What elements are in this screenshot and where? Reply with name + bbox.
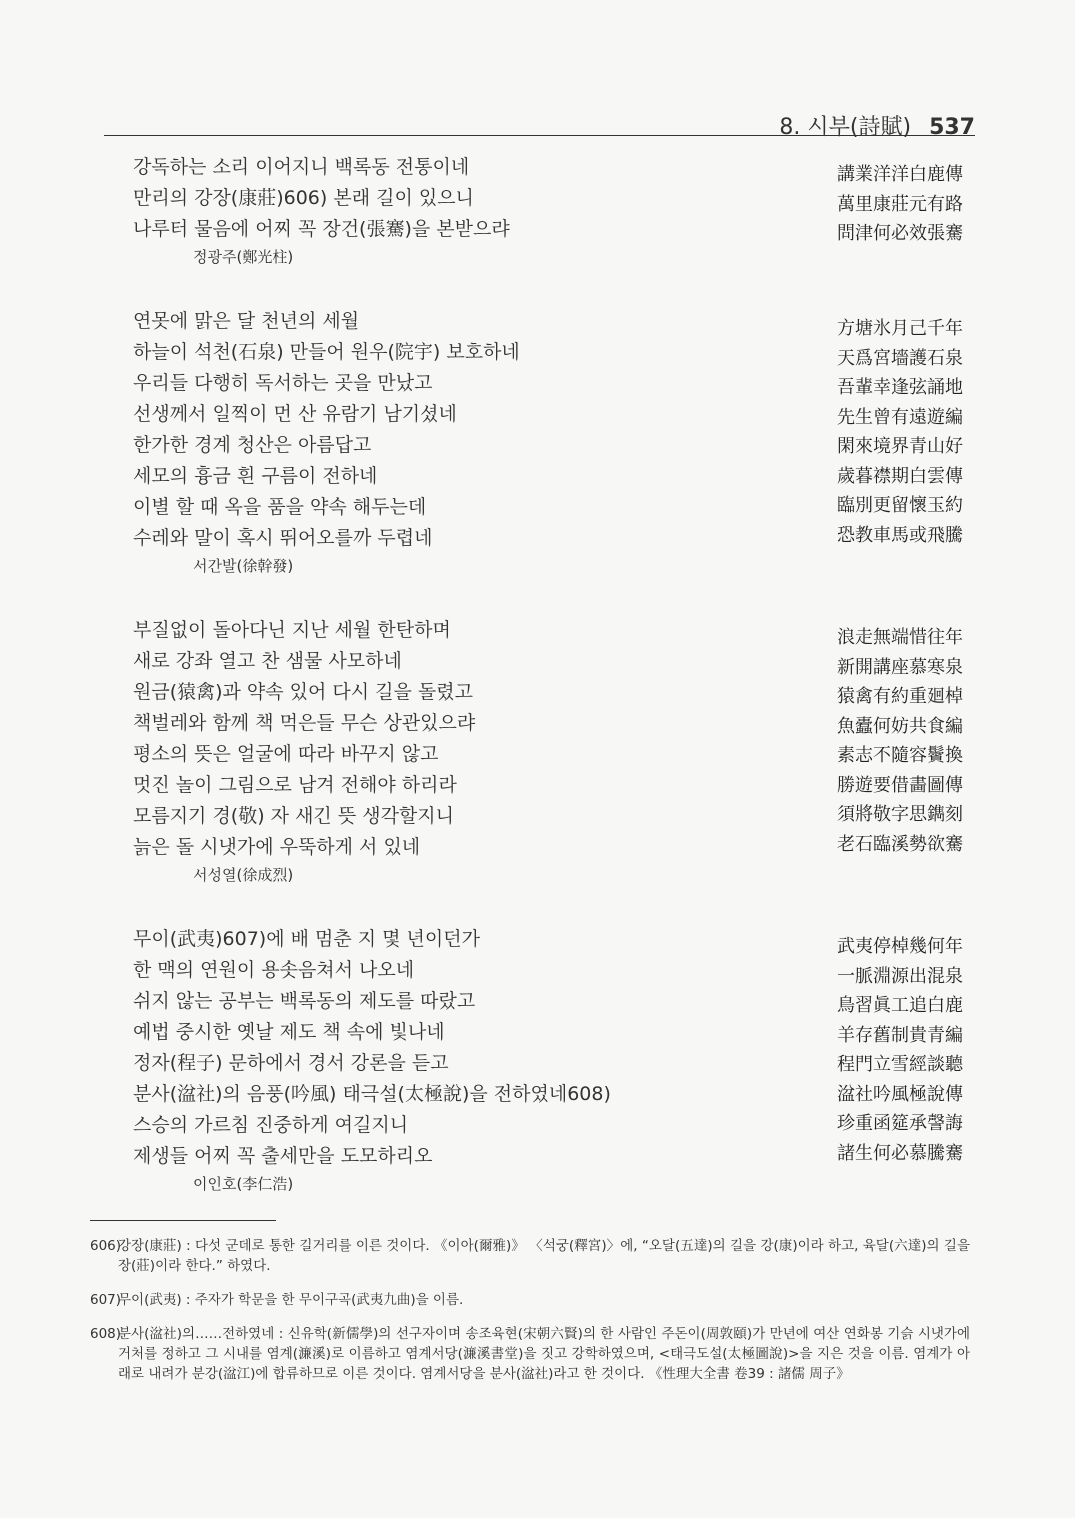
korean-line: 한 맥의 연원이 용솟음쳐서 나오네 (133, 959, 415, 981)
footnote (90, 1236, 970, 1276)
hanja-line: 閑來境界青山好 (837, 436, 963, 457)
hanja-line: 問津何必效張騫 (837, 223, 963, 244)
korean-line: 멋진 놀이 그림으로 남겨 전해야 하리라 (133, 774, 457, 796)
korean-line: 한가한 경계 청산은 아름답고 (133, 434, 372, 456)
hanja-line: 諸生何必慕騰騫 (837, 1142, 963, 1164)
korean-line: 정자(程子) 문하에서 경서 강론을 듣고 (133, 1052, 449, 1074)
korean-line: 선생께서 일찍이 먼 산 유람기 남기셨네 (133, 403, 457, 425)
hanja-line: 浪走無端惜往年 (837, 627, 963, 648)
page-number: 537 (929, 115, 975, 140)
hanja-original (813, 152, 963, 269)
korean-line: 늙은 돌 시냇가에 우뚝하게 서 있네 (133, 836, 421, 858)
korean-line: 평소의 뜻은 얼굴에 따라 바꾸지 않고 (133, 743, 439, 765)
hanja-line: 鳥習眞工追白鹿 (837, 995, 963, 1016)
poem (133, 924, 963, 1196)
hanja-line: 武夷停棹幾何年 (837, 936, 963, 957)
hanja-line: 方塘氷月己千年 (837, 318, 963, 339)
korean-line: 스승의 가르침 진중하게 여길지니 (133, 1114, 409, 1136)
footnote-number: 606) (90, 1238, 122, 1254)
hanja-line: 吾輩幸逢弦誦地 (837, 377, 963, 398)
hanja-line: 一脈淵源出混泉 (837, 965, 963, 987)
poem (133, 152, 963, 269)
korean-line: 수레와 말이 혹시 뛰어오를까 두렵네 (133, 527, 433, 549)
footnote-number: 608) (90, 1326, 122, 1342)
korean-line: 나루터 물음에 어찌 꼭 장건(張騫)을 본받으랴 (133, 218, 510, 240)
footnote (90, 1290, 970, 1310)
running-header (779, 110, 975, 141)
hanja-line: 先生曾有遠遊編 (837, 406, 963, 428)
hanja-line: 歲暮襟期白雲傳 (837, 465, 963, 487)
section-title: 8. 시부(詩賦) (779, 115, 912, 140)
korean-line: 강독하는 소리 이어지니 백록동 전통이네 (133, 156, 470, 178)
footnote-text: 분사(湓社)의……전하였네 : 신유학(新儒學)의 선구자이며 송조육현(宋朝六賢)의 한 사람인 주돈이(周敦頤)가 만년에 여산 연화봉 기슭 시냇가에 거처를 정하고 그 시내를 염계(濂溪)로 이름하고 염계서당(濂溪書堂)을 짓고 강학하였으며, <태극도설(太極圖說)>을 지은 것을 이름. 염계가 아래로 내려가 분강(湓江)에 합류하므로 이른 것이다. 염계서당을 분사(湓社)라고 한 것이다. 《性理大全書 卷39 : 諸儒 周子》 (118, 1326, 970, 1382)
hanja-original (813, 924, 963, 1196)
hanja-line: 素志不隨容鬢換 (837, 745, 963, 766)
korean-translation (133, 924, 753, 1196)
korean-line: 세모의 흉금 흰 구름이 전하네 (133, 465, 378, 487)
hanja-line: 臨別更留懷玉約 (837, 495, 963, 516)
footnote-rule (90, 1220, 276, 1221)
header-rule (104, 135, 975, 136)
korean-line: 제생들 어찌 꼭 출세만을 도모하리오 (133, 1145, 433, 1167)
poem (133, 615, 963, 887)
hanja-line: 天爲宮墻護石泉 (837, 347, 963, 369)
poem-author: 서간발(徐幹發) (193, 557, 294, 575)
hanja-line: 萬里康莊元有路 (837, 193, 963, 215)
hanja-original (813, 306, 963, 578)
footnote (90, 1324, 970, 1384)
hanja-line: 恐教車馬或飛騰 (837, 524, 963, 546)
korean-line: 만리의 강장(康莊)606) 본래 길이 있으니 (133, 187, 474, 209)
hanja-line: 老石臨溪勢欲騫 (837, 833, 963, 855)
hanja-line: 程門立雪經談聽 (837, 1054, 963, 1075)
korean-line: 무이(武夷)607)에 배 멈춘 지 몇 년이던가 (133, 928, 480, 950)
hanja-line: 猿禽有約重廻棹 (837, 686, 963, 707)
korean-translation (133, 615, 753, 887)
korean-line: 분사(湓社)의 음풍(吟風) 태극설(太極說)을 전하였네608) (133, 1083, 611, 1105)
footnote-text: 무이(武夷) : 주자가 학문을 한 무이구곡(武夷九曲)을 이름. (118, 1292, 464, 1308)
korean-line: 예법 중시한 옛날 제도 책 속에 빛나네 (133, 1021, 445, 1043)
footnote-text: 강장(康莊) : 다섯 군데로 통한 길거리를 이른 것이다. 《이아(爾雅)》 〈석궁(釋宮)〉에, “오달(五達)의 길을 강(康)이라 하고, 육달(六達)의 길을 장(莊)이라 한다.” 하였다. (118, 1238, 970, 1274)
hanja-line: 羊存舊制貴青編 (837, 1024, 963, 1046)
hanja-line: 湓社吟風極說傳 (837, 1083, 963, 1105)
korean-line: 연못에 맑은 달 천년의 세월 (133, 310, 360, 332)
hanja-line: 須將敬字思鐫刻 (837, 804, 963, 825)
footnote-number: 607) (90, 1292, 122, 1308)
poem-author: 정광주(鄭光柱) (193, 248, 294, 266)
korean-line: 이별 할 때 옥을 품을 약속 해두는데 (133, 496, 427, 518)
hanja-original (813, 615, 963, 887)
poem (133, 306, 963, 578)
poem-author: 이인호(李仁浩) (193, 1175, 294, 1193)
korean-line: 우리들 다행히 독서하는 곳을 만났고 (133, 372, 433, 394)
hanja-line: 魚蠹何妨共食編 (837, 715, 963, 737)
korean-line: 쉬지 않는 공부는 백록동의 제도를 따랐고 (133, 990, 476, 1012)
korean-line: 책벌레와 함께 책 먹은들 무슨 상관있으랴 (133, 712, 476, 734)
footnotes (90, 1236, 970, 1398)
korean-line: 하늘이 석천(石泉) 만들어 원우(院宇) 보호하네 (133, 341, 520, 363)
korean-line: 원금(猿禽)과 약속 있어 다시 길을 돌렸고 (133, 681, 473, 703)
poem-section (133, 152, 963, 1196)
poem-author: 서성열(徐成烈) (193, 866, 294, 884)
hanja-line: 珍重函筵承謦誨 (837, 1113, 963, 1134)
hanja-line: 勝遊要借畵圖傳 (837, 774, 963, 796)
korean-translation (133, 152, 753, 269)
hanja-line: 新開講座慕寒泉 (837, 656, 963, 678)
korean-line: 부질없이 돌아다닌 지난 세월 한탄하며 (133, 619, 451, 641)
korean-translation (133, 306, 753, 578)
korean-line: 새로 강좌 열고 찬 샘물 사모하네 (133, 650, 402, 672)
hanja-line: 講業洋洋白鹿傳 (837, 164, 963, 185)
korean-line: 모름지기 경(敬) 자 새긴 뜻 생각할지니 (133, 805, 454, 827)
